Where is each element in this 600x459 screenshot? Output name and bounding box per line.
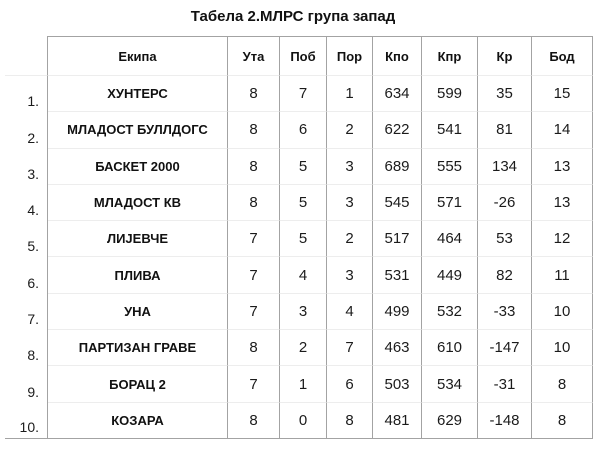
stat-cell: 3: [280, 294, 327, 330]
stat-cell: 499: [373, 294, 422, 330]
stat-cell: 8: [228, 185, 280, 221]
stat-cell: 15: [532, 76, 593, 112]
table-row: [5, 149, 593, 185]
stat-cell: 503: [373, 366, 422, 402]
stat-cell: 5: [280, 149, 327, 185]
stat-cell: 7: [228, 366, 280, 402]
stat-cell: 8: [532, 403, 593, 439]
stat-cell: 81: [478, 112, 532, 148]
column-header-point-diff: Кр: [478, 36, 532, 76]
stat-cell: 6: [327, 366, 373, 402]
stat-cell: 12: [532, 221, 593, 257]
table-row: [5, 366, 593, 402]
stat-cell: 11: [532, 257, 593, 293]
rank-cell: 5.: [5, 221, 48, 257]
stat-cell: 2: [327, 221, 373, 257]
stat-cell: 481: [373, 403, 422, 439]
stat-cell: 8: [228, 330, 280, 366]
stat-cell: 610: [422, 330, 478, 366]
stat-cell: 4: [280, 257, 327, 293]
stat-cell: 134: [478, 149, 532, 185]
stat-cell: 7: [280, 76, 327, 112]
stat-cell: 517: [373, 221, 422, 257]
column-header-losses: Пор: [327, 36, 373, 76]
stat-cell: 689: [373, 149, 422, 185]
stat-cell: 13: [532, 149, 593, 185]
stat-cell: 2: [327, 112, 373, 148]
stat-cell: 3: [327, 149, 373, 185]
stat-cell: 464: [422, 221, 478, 257]
table-row: [5, 294, 593, 330]
column-header-points-against: Кпр: [422, 36, 478, 76]
stat-cell: 8: [228, 112, 280, 148]
stat-cell: 5: [280, 221, 327, 257]
team-name-cell: ЛИЈЕВЧЕ: [48, 221, 228, 257]
table-row: [5, 221, 593, 257]
column-header-team: Екипа: [48, 36, 228, 76]
column-header-rank: [5, 36, 48, 76]
stat-cell: -33: [478, 294, 532, 330]
stat-cell: 10: [532, 330, 593, 366]
rank-cell: 9.: [5, 366, 48, 402]
standings-table: [5, 36, 593, 439]
stat-cell: 6: [280, 112, 327, 148]
table-row: [5, 257, 593, 293]
stat-cell: 13: [532, 185, 593, 221]
stat-cell: 541: [422, 112, 478, 148]
rank-cell: 4.: [5, 185, 48, 221]
stat-cell: 532: [422, 294, 478, 330]
team-name-cell: БАСКЕТ 2000: [48, 149, 228, 185]
stat-cell: 8: [228, 76, 280, 112]
stat-cell: 0: [280, 403, 327, 439]
stat-cell: 14: [532, 112, 593, 148]
table-row: [5, 403, 593, 439]
stat-cell: -147: [478, 330, 532, 366]
team-name-cell: БОРАЦ 2: [48, 366, 228, 402]
stat-cell: 82: [478, 257, 532, 293]
rank-cell: 10.: [5, 403, 48, 439]
rank-cell: 7.: [5, 294, 48, 330]
standings-body: [5, 76, 593, 439]
header-row: [5, 36, 593, 76]
stat-cell: 545: [373, 185, 422, 221]
stat-cell: 1: [280, 366, 327, 402]
column-header-points: Бод: [532, 36, 593, 76]
team-name-cell: КОЗАРА: [48, 403, 228, 439]
stat-cell: 1: [327, 76, 373, 112]
stat-cell: -26: [478, 185, 532, 221]
team-name-cell: ПЛИВА: [48, 257, 228, 293]
column-header-points-for: Кпо: [373, 36, 422, 76]
table-row: [5, 112, 593, 148]
stat-cell: 10: [532, 294, 593, 330]
stat-cell: 629: [422, 403, 478, 439]
table-row: [5, 330, 593, 366]
stat-cell: 622: [373, 112, 422, 148]
stat-cell: 8: [228, 403, 280, 439]
stat-cell: 35: [478, 76, 532, 112]
page-title: Табела 2.МЛРС група запад: [190, 8, 396, 25]
stat-cell: 599: [422, 76, 478, 112]
stat-cell: 534: [422, 366, 478, 402]
stat-cell: 5: [280, 185, 327, 221]
stat-cell: 8: [532, 366, 593, 402]
team-name-cell: МЛАДОСТ БУЛЛДОГС: [48, 112, 228, 148]
team-name-cell: УНА: [48, 294, 228, 330]
column-header-wins: Поб: [280, 36, 327, 76]
stat-cell: 8: [228, 149, 280, 185]
stat-cell: 531: [373, 257, 422, 293]
stat-cell: 7: [228, 294, 280, 330]
rank-cell: 1.: [5, 76, 48, 112]
standings-page: [5, 0, 593, 439]
stat-cell: 7: [228, 221, 280, 257]
stat-cell: 4: [327, 294, 373, 330]
rank-cell: 3.: [5, 149, 48, 185]
table-row: [5, 185, 593, 221]
stat-cell: 8: [327, 403, 373, 439]
stat-cell: 449: [422, 257, 478, 293]
stat-cell: 555: [422, 149, 478, 185]
stat-cell: 571: [422, 185, 478, 221]
stat-cell: -148: [478, 403, 532, 439]
team-name-cell: ПАРТИЗАН ГРАВЕ: [48, 330, 228, 366]
stat-cell: 7: [327, 330, 373, 366]
stat-cell: 463: [373, 330, 422, 366]
team-name-cell: МЛАДОСТ КВ: [48, 185, 228, 221]
column-header-games: Ута: [228, 36, 280, 76]
stat-cell: 7: [228, 257, 280, 293]
stat-cell: 2: [280, 330, 327, 366]
team-name-cell: ХУНТЕРС: [48, 76, 228, 112]
stat-cell: 53: [478, 221, 532, 257]
rank-cell: 2.: [5, 112, 48, 148]
table-row: [5, 76, 593, 112]
rank-cell: 6.: [5, 257, 48, 293]
stat-cell: 634: [373, 76, 422, 112]
stat-cell: -31: [478, 366, 532, 402]
rank-cell: 8.: [5, 330, 48, 366]
stat-cell: 3: [327, 257, 373, 293]
stat-cell: 3: [327, 185, 373, 221]
